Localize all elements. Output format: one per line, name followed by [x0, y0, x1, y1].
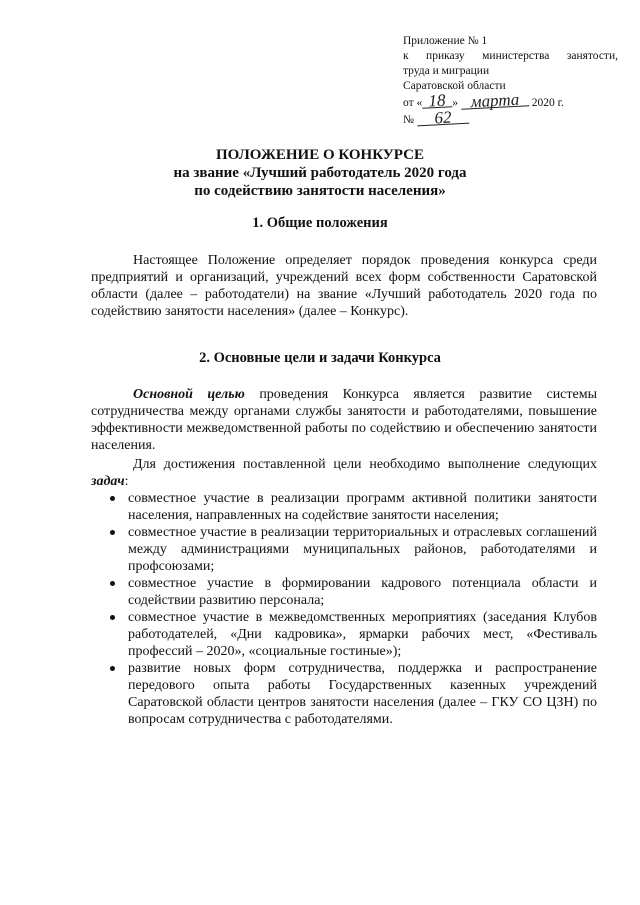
bullet-icon [110, 615, 115, 620]
goal-text: проведения Конкурса является развитие системы сотрудничества между органами службы занятости и работодателями, повышение эффективности межведомственной работы по содействию и обеспечению занятости населения. [91, 387, 597, 453]
goal-emphasis: Основной целью [133, 387, 245, 402]
list-item: совместное участие в реализации территориальных и отраслевых соглашений между администрациями муниципальных районов, работодателями и профсоюзами; [128, 524, 597, 575]
list-item: совместное участие в формировании кадрового потенциала области и содействии развитию персонала; [128, 575, 597, 609]
date-prefix: от « [403, 97, 423, 109]
bullet-icon [110, 666, 115, 671]
bullet-icon [110, 581, 115, 586]
section-1-heading: 1. Общие положения [252, 215, 388, 231]
section-1-paragraph [91, 252, 597, 320]
tasks-list [128, 490, 597, 728]
number-prefix: № [403, 114, 414, 126]
list-item: совместное участие в межведомственных мероприятиях (заседания Клубов работодателей, «Дни кадровика», ярмарки рабочих мест, «Фестиваль профессий – 2020», «социальные гостиные»); [128, 609, 597, 660]
tasks-intro-paragraph [91, 456, 597, 490]
bullet-icon [110, 530, 115, 535]
appendix-line-4: Саратовской области [403, 80, 506, 92]
title-line-1: ПОЛОЖЕНИЕ О КОНКУРСЕ [215, 147, 424, 163]
tasks-colon: : [124, 474, 129, 489]
tasks-intro-text: Для достижения поставленной цели необходимо выполнение следующих [133, 457, 597, 472]
appendix-line-1: Приложение № 1 [403, 35, 488, 47]
tasks-emphasis: задач [91, 474, 125, 489]
handwritten-month: марта [461, 92, 530, 110]
date-year: 2020 г. [531, 97, 564, 109]
list-item: совместное участие в реализации программ активной политики занятости населения, направленных на содействие занятости населения; [128, 490, 597, 524]
handwritten-number: 62 [417, 110, 470, 127]
title-line-3: по содействию занятости населения» [194, 183, 446, 199]
appendix-number [403, 107, 618, 128]
section-1-text: Настоящее Положение определяет порядок проведения конкурса среди предприятий и организаций, учреждений всех форм собственности Саратовской области (далее – работодатели) на звание «Лучший работодатель 2020 года по содействию занятости населения» (далее – Конкурс). [91, 253, 597, 319]
document-title [0, 146, 640, 200]
title-line-2: на звание «Лучший работодатель 2020 года [173, 165, 467, 181]
handwritten-day: 18 [422, 93, 453, 109]
section-2-heading: 2. Основные цели и задачи Конкурса [199, 350, 441, 366]
bullet-icon [110, 496, 115, 501]
list-item: развитие новых форм сотрудничества, поддержка и распространение передового опыта работы Государственных казенных учреждений Саратовской области центров занятости населения (далее – ГКУ СО ЦЗН) по вопросам сотрудничества с работодателями. [128, 660, 597, 728]
appendix-block [403, 34, 618, 128]
appendix-line-2: к приказу министерства занятости, [403, 50, 618, 62]
goal-paragraph [91, 386, 597, 454]
date-mid: » [452, 97, 458, 109]
appendix-line-3: труда и миграции [403, 65, 490, 77]
